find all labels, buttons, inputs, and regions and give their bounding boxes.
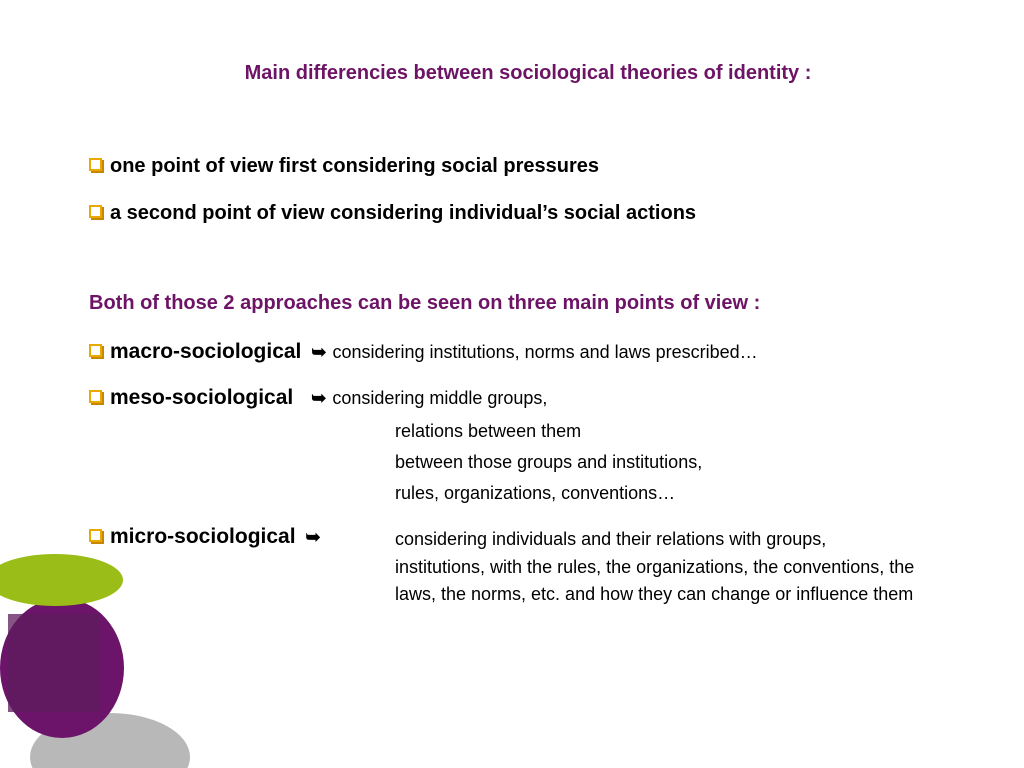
- checkbox-square-icon: [89, 390, 102, 403]
- meso-term: meso-sociological: [110, 386, 294, 409]
- slide-title: Main differencies between sociological theories of identity :: [244, 62, 812, 84]
- meso-description-line: rules, organizations, conventions…: [395, 483, 676, 503]
- bullet-item-meso: [89, 386, 547, 410]
- meso-description-line: considering middle groups,: [332, 388, 548, 408]
- bullet-item-social-actions: [89, 202, 696, 225]
- meso-description-line: relations between them: [395, 421, 582, 441]
- checkbox-square-icon: [89, 158, 102, 171]
- micro-description: considering individuals and their relations with groups, institutions, with the rules, the organizations, the conventions, the laws, the norms, etc. and how they can change or influence them: [395, 529, 915, 605]
- micro-term: micro-sociological: [110, 525, 296, 548]
- curved-arrow-icon: ➥: [305, 527, 321, 547]
- green-blob: [0, 554, 123, 606]
- checkbox-square-icon: [89, 529, 102, 542]
- bullet-item-micro: [89, 525, 327, 549]
- purple-square: [8, 614, 100, 712]
- checkbox-square-icon: [89, 205, 102, 218]
- macro-description: considering institutions, norms and laws prescribed…: [332, 342, 758, 362]
- curved-arrow-icon: ➥: [311, 388, 327, 408]
- bullet-item-macro: [89, 340, 758, 364]
- curved-arrow-icon: ➥: [311, 342, 327, 362]
- bullet-text: a second point of view considering individual’s social actions: [110, 202, 697, 224]
- macro-term: macro-sociological: [110, 340, 302, 363]
- bullet-item-social-pressures: [89, 155, 599, 178]
- bullet-text: one point of view first considering social pressures: [110, 155, 600, 177]
- meso-description-line: between those groups and institutions,: [395, 452, 703, 472]
- checkbox-square-icon: [89, 344, 102, 357]
- section-heading: Both of those 2 approaches can be seen on three main points of view :: [89, 292, 761, 314]
